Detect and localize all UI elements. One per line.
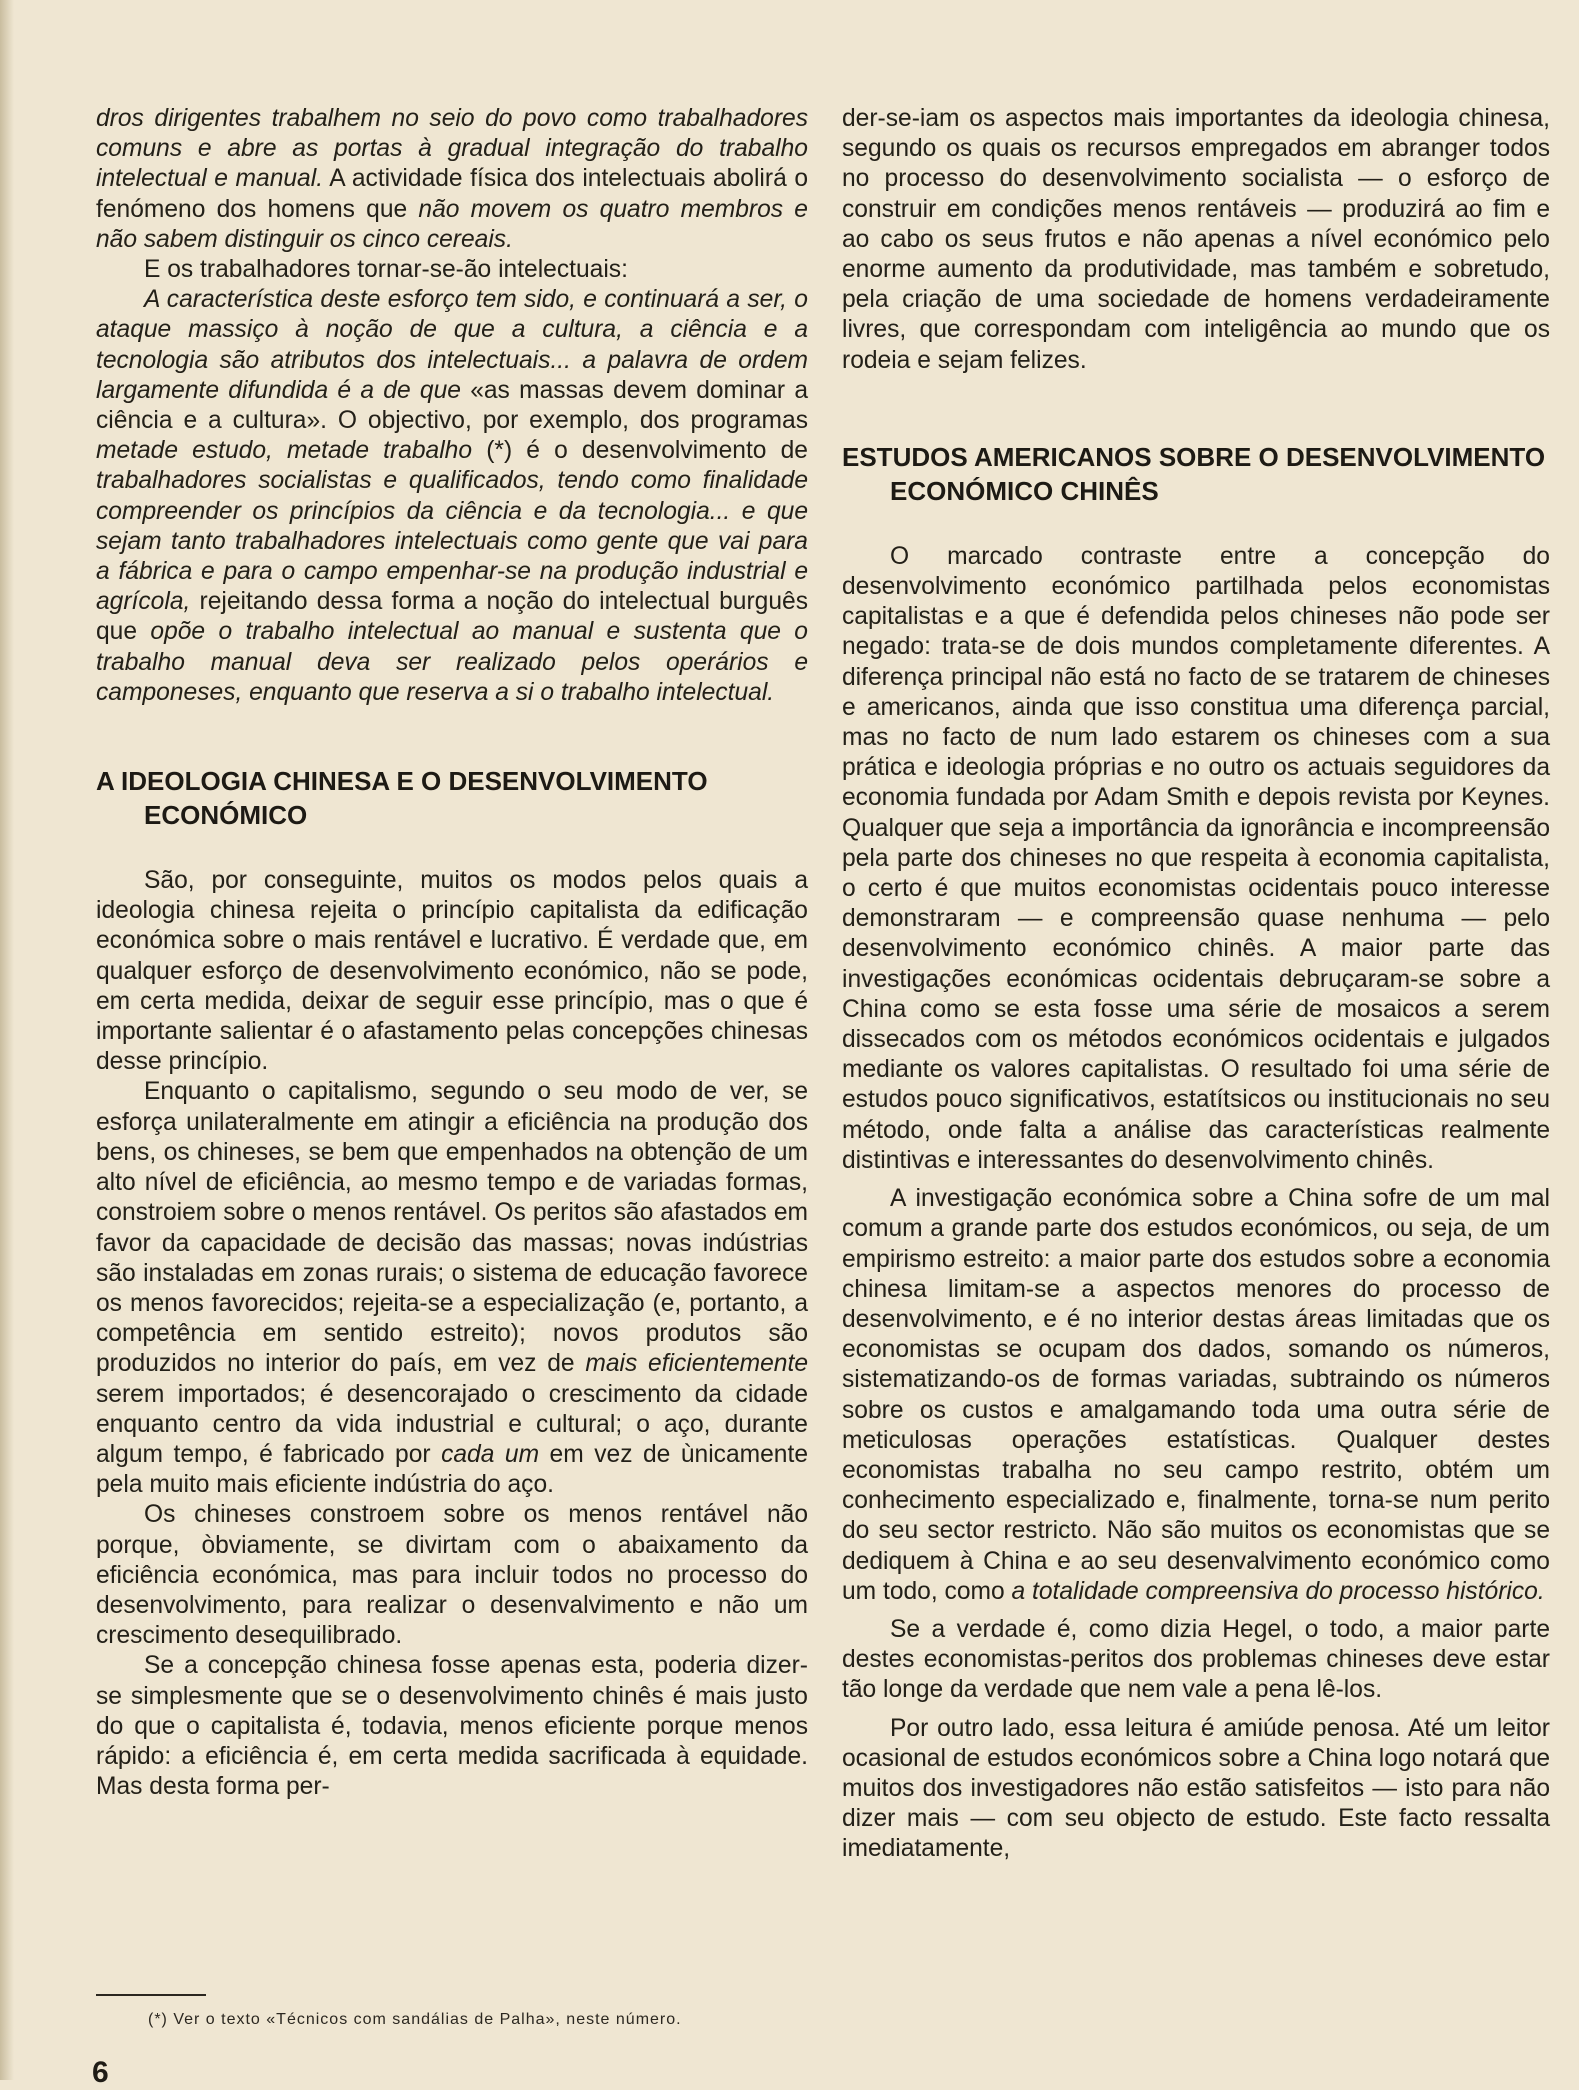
paragraph: Se a verdade é, como dizia Hegel, o todo, a maior parte destes economistas-peritos dos problemas chineses deve estar tão longe da verdade que nem vale a pena lê-los. bbox=[842, 1615, 1550, 1704]
italic-phrase: a totalidade compreensiva do processo histórico. bbox=[1011, 1577, 1545, 1605]
italic-quote: A característica deste esforço tem sido, e continuará a ser, o ataque massiço à noção de que a cultura, a ciência e a tecnologia são atributos dos intelectuais... a palavra de ordem largamente difundida é a de que bbox=[96, 286, 808, 404]
left-column bbox=[96, 104, 808, 1802]
italic-phrase: mais eficientemente bbox=[585, 1350, 808, 1378]
section-heading: ESTUDOS AMERICANOS SOBRE O DESENVOLVIMENTO ECONÓMICO CHINÊS bbox=[842, 441, 1546, 506]
paragraph bbox=[842, 1184, 1550, 1607]
footnote-rule bbox=[96, 1994, 206, 1996]
text-run: em vez de ùnicamente pela muito mais eficiente indústria do aço. bbox=[96, 1440, 808, 1499]
text-run: (*) é o desenvolvimento de bbox=[472, 437, 808, 465]
italic-phrase: cada um bbox=[441, 1440, 540, 1468]
quote-paragraph bbox=[96, 285, 808, 708]
text-run: «as massas devem dominar a ciência e a cultura». O objectivo, por exemplo, dos programas bbox=[96, 376, 808, 435]
italic-quote: metade estudo, metade trabalho bbox=[96, 437, 473, 465]
italic-quote: não movem os quatro membros e não sabem distinguir os cinco cereais. bbox=[96, 195, 808, 253]
paragraph bbox=[96, 104, 808, 255]
section-heading: A IDEOLOGIA CHINESA E O DESENVOLVIMENTO ECONÓMICO bbox=[96, 766, 708, 831]
paragraph: São, por conseguinte, muitos os modos pelos quais a ideologia chinesa rejeita o princípio capitalista da edificação económica sobre o mais rentável e lucrativo. É verdade que, em qualquer esforço de desenvolvimento económico, não se pode, em certa medida, deixar de seguir esse princípio, mas o que é importante salientar é o afastamento pelas concepções chinesas desse princípio. bbox=[96, 867, 808, 1076]
text-run: serem importados; é desencorajado o crescimento da cidade enquanto centro da vida industrial e cultural; o aço, durante algum tempo, é fabricado por bbox=[96, 1380, 808, 1468]
paragraph: Os chineses constroem sobre os menos rentável não porque, òbviamente, se divirtam com o abaixamento da eficiência económica, mas para incluir todos no processo do desenvolvimento, para realizar o desenvalvimento e não um crescimento desequilibrado. bbox=[96, 1501, 808, 1650]
italic-quote: opõe o trabalho intelectual ao manual e sustenta que o trabalho manual deva ser realizado pelos operários e camponeses, enquanto que reserva a si o trabalho intelectual. bbox=[96, 618, 808, 706]
paragraph: O marcado contraste entre a concepção do desenvolvimento económico partilhada pelos economistas capitalistas e a que é defendida pelos chineses não pode ser negado: trata-se de dois mundos completamente diferentes. A diferença principal não está no facto de se tratarem de chineses e americanos, ainda que isso constitua uma diferença parcial, mas no facto de num lado estarem os chineses com a sua prática e ideologia próprias e no outro os actuais seguidores da economia fundada por Adam Smith e depois revista por Keynes. Qualquer que seja a importância da ignorância e incompreensão pela parte dos chineses no que respeita à economia capitalista, o certo é que muitos economistas ocidentais pouco interesse demonstraram — e compreensão quase nenhuma — pelo desenvolvimento económico chinês. A maior parte das investigações económicas ocidentais debruçaram-se sobre a China como se esta fosse uma série de mosaicos a serem dissecados com os métodos económicos ocidentais e julgados mediante os valores capitalistas. O resultado foi uma série de estudos pouco significativos, estatítsicos ou institucionais no seu método, onde falta a análise das características realmente distintivas e interessantes do desenvolvimento chinês. bbox=[842, 542, 1550, 1174]
text-run: A actividade física dos intelectuais abolirá o fenómeno dos homens que bbox=[96, 165, 808, 223]
italic-quote: dros dirigentes trabalhem no seio do povo como trabalhadores comuns e abre as portas à gradual integração do trabalho intelectual e manual. bbox=[96, 105, 808, 193]
text-run: rejeitando dessa forma a noção do intelectual burguês que bbox=[96, 588, 808, 646]
italic-quote: trabalhadores socialistas e qualificados, tendo como finalidade compreender os princípios da ciência e da tecnologia... e que sejam tanto trabalhadores intelectuais como gente que vai para a fábrica e para o campo empenhar-se na produção industrial e agrícola, bbox=[96, 467, 808, 616]
text-run: A investigação económica sobre a China sofre de um mal comum a grande parte dos estudos económicos, ou seja, de um empirismo estreito: a maior parte dos estudos sobre a economia chinesa limitam-se a aspectos menores do processo de desenvolvimento, e é no interior destas áreas limitadas que os economistas se ocupam dos dados, somando os números, sistematizando-os de formas variadas, subtraindo os números sobre os custos e amalgamando toda uma outra série de meticulosas operações estatísticas. Qualquer destes economistas trabalha no seu campo restrito, obtém um conhecimento especializado e, finalmente, torna-se num perito do seu sector restricto. Não são muitos os economistas que se dediquem à China e ao seu desenvalvimento económico como um todo, como bbox=[842, 1185, 1550, 1605]
text-run: Enquanto o capitalismo, segundo o seu modo de ver, se esforça unilateralmente em atingir a eficiência na produção dos bens, os chineses, se bem que empenhados na obtenção de um alto nível de eficiência, ao mesmo tempo e de variadas formas, constroiem sobre o menos rentável. Os peritos são afastados em favor da capacidade de decisão das massas; novas indústrias são instaladas em zonas rurais; o sistema de educação favorece os menos favorecidos; rejeita-se a especialização (e, portanto, a competência em sentido estreito); novos produtos são produzidos no interior do país, em vez de bbox=[96, 1078, 808, 1378]
right-column bbox=[842, 104, 1550, 1865]
paragraph: E os trabalhadores tornar-se-ão intelectuais: bbox=[144, 256, 628, 284]
page-number: 6 bbox=[92, 2056, 109, 2089]
page-edge-shadow bbox=[0, 0, 14, 2080]
footnote: (*) Ver o texto «Técnicos com sandálias de Palha», neste número. bbox=[148, 2011, 682, 2028]
paragraph bbox=[96, 1077, 808, 1500]
paragraph: Se a concepção chinesa fosse apenas esta, poderia dizer-se simplesmente que se o desenvolvimento chinês é mais justo do que o capitalista é, todavia, menos eficiente porque menos rápido: a eficiência é, em certa medida sacrificada à equidade. Mas desta forma per- bbox=[96, 1652, 808, 1801]
paragraph: Por outro lado, essa leitura é amiúde penosa. Até um leitor ocasional de estudos económicos sobre a China logo notará que muitos dos investigadores não estão satisfeitos — isto para não dizer mais — com seu objecto de estudo. Este facto ressalta imediatamente, bbox=[842, 1714, 1550, 1863]
paragraph: der-se-iam os aspectos mais importantes da ideologia chinesa, segundo os quais os recursos empregados em abranger todos no processo do desenvolvimento socialista — o esforço de construir em condições menos rentáveis — produzirá ao fim e ao cabo os seus frutos e não apenas a nível económico pelo enorme aumento da produtividade, mas também e sobretudo, pela criação de uma sociedade de homens verdadeiramente livres, que correspondam com inteligência ao mundo que os rodeia e sejam felizes. bbox=[842, 105, 1550, 374]
